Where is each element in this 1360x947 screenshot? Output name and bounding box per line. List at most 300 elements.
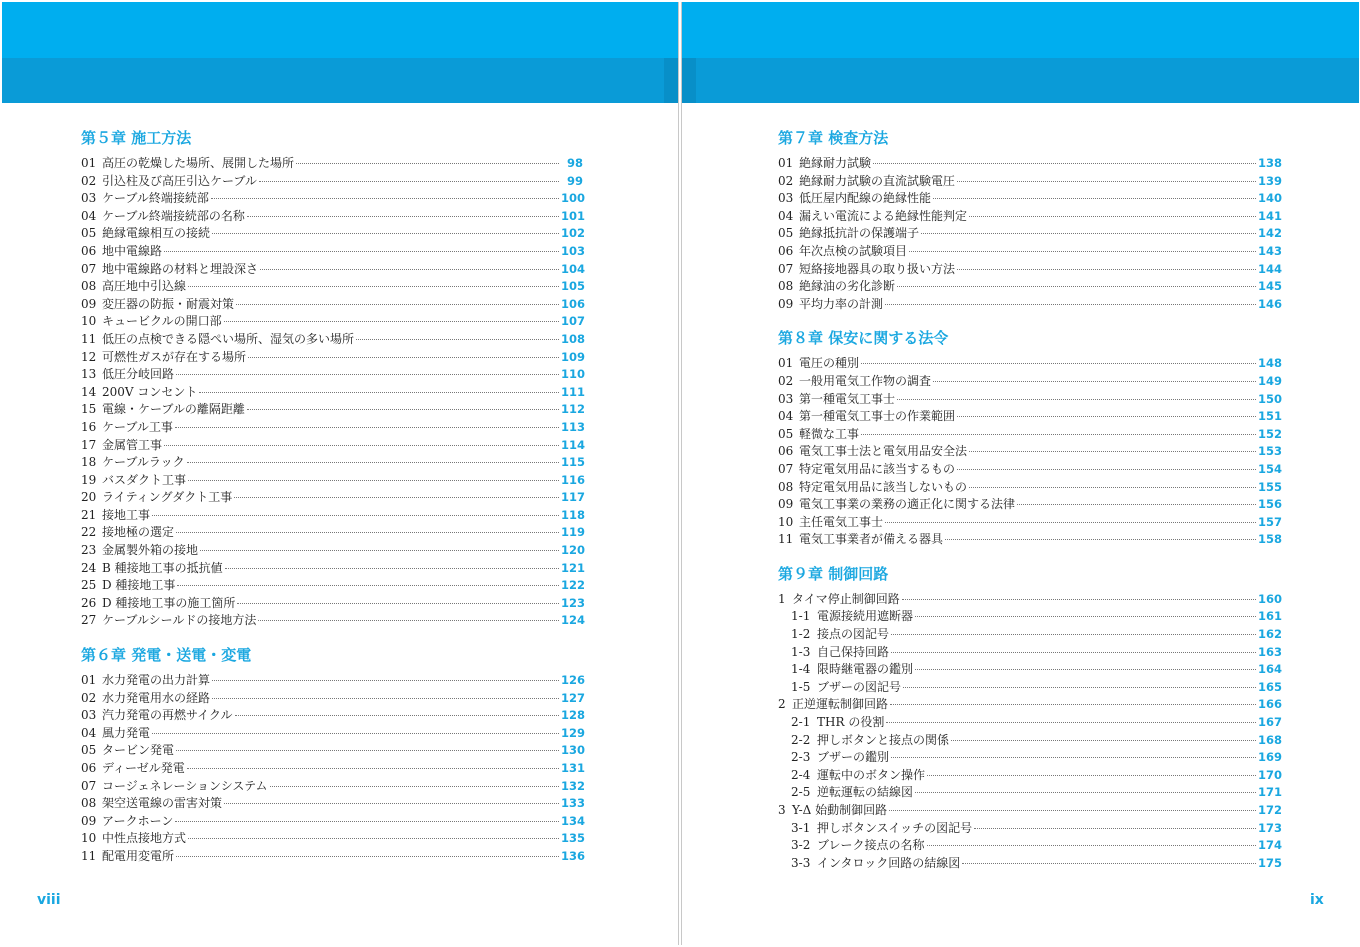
entry-title: 電気工事業者が備える器具 bbox=[799, 532, 944, 547]
entry-title: 地中電線路 bbox=[102, 243, 163, 258]
chapter-heading: 第６章 発電・送電・変電 bbox=[81, 646, 252, 665]
entry-number: 3 bbox=[778, 803, 786, 817]
entry-page-number: 165 bbox=[1258, 679, 1283, 694]
dot-leader bbox=[933, 381, 1256, 382]
dot-leader bbox=[225, 568, 559, 569]
toc-entry bbox=[778, 783, 1283, 801]
entry-page-number: 123 bbox=[561, 595, 586, 610]
entry-number: 01 bbox=[81, 673, 97, 688]
dot-leader bbox=[951, 740, 1256, 741]
dot-leader bbox=[224, 803, 559, 804]
toc-entry bbox=[778, 189, 1283, 207]
entry-number: 17 bbox=[81, 437, 97, 452]
entry-page-number: 110 bbox=[561, 367, 586, 382]
entry-number: 08 bbox=[81, 796, 97, 811]
toc-entry bbox=[778, 354, 1283, 372]
toc-entry bbox=[81, 224, 586, 242]
entry-page-number: 129 bbox=[561, 725, 586, 740]
toc-entry bbox=[778, 695, 1283, 713]
entry-number: 08 bbox=[81, 279, 97, 294]
dot-leader bbox=[921, 233, 1256, 234]
entry-title: 金属管工事 bbox=[102, 437, 163, 452]
entry-title: 絶縁電線相互の接続 bbox=[102, 226, 211, 241]
entry-number: 18 bbox=[81, 455, 97, 470]
toc-entry bbox=[81, 741, 586, 759]
entry-number: 21 bbox=[81, 507, 97, 522]
right-page bbox=[681, 2, 1359, 945]
entry-title: 絶縁油の劣化診断 bbox=[799, 279, 896, 294]
entry-page-number: 170 bbox=[1258, 767, 1283, 782]
toc-entry bbox=[81, 436, 586, 454]
dot-leader bbox=[176, 374, 559, 375]
toc-right bbox=[778, 126, 1283, 871]
toc-entry bbox=[778, 277, 1283, 295]
entry-number: 09 bbox=[81, 813, 97, 828]
entry-page-number: 153 bbox=[1258, 444, 1283, 459]
dot-leader bbox=[212, 680, 559, 681]
entry-title: 架空送電線の雷害対策 bbox=[102, 796, 223, 811]
entry-page-number: 142 bbox=[1258, 226, 1283, 241]
entry-title: 自己保持回路 bbox=[817, 644, 890, 659]
entry-title: 軽微な工事 bbox=[799, 426, 860, 441]
dot-leader bbox=[1017, 504, 1256, 505]
entry-page-number: 154 bbox=[1258, 461, 1283, 476]
dot-leader bbox=[176, 532, 559, 533]
entry-page-number: 144 bbox=[1258, 261, 1283, 276]
dot-leader bbox=[235, 715, 559, 716]
entry-page-number: 114 bbox=[561, 437, 586, 452]
entry-number: 10 bbox=[81, 314, 97, 329]
chapter-entry-list bbox=[778, 590, 1283, 872]
toc-entry bbox=[81, 759, 586, 777]
entry-page-number: 112 bbox=[561, 402, 586, 417]
entry-number: 23 bbox=[81, 543, 97, 558]
entry-title: 特定電気用品に該当しないもの bbox=[799, 479, 968, 494]
dot-leader bbox=[200, 550, 559, 551]
entry-page-number: 149 bbox=[1258, 373, 1283, 388]
toc-entry bbox=[81, 242, 586, 260]
entry-title: 風力発電 bbox=[102, 725, 151, 740]
dot-leader bbox=[861, 434, 1256, 435]
dot-leader bbox=[187, 768, 559, 769]
dot-leader bbox=[889, 810, 1256, 811]
entry-title: 絶縁耐力試験の直流試験電圧 bbox=[799, 173, 956, 188]
dot-leader bbox=[164, 251, 559, 252]
entry-page-number: 156 bbox=[1258, 497, 1283, 512]
entry-number: 01 bbox=[778, 356, 794, 371]
toc-entry bbox=[81, 829, 586, 847]
entry-number: 12 bbox=[81, 349, 97, 364]
dot-leader bbox=[957, 181, 1256, 182]
toc-entry bbox=[778, 242, 1283, 260]
entry-page-number: 124 bbox=[561, 613, 586, 628]
toc-entry bbox=[778, 801, 1283, 819]
entry-number: 06 bbox=[778, 444, 794, 459]
toc-entry bbox=[81, 506, 586, 524]
dot-leader bbox=[897, 399, 1256, 400]
entry-number: 1-5 bbox=[791, 679, 811, 694]
entry-number: 25 bbox=[81, 578, 97, 593]
toc-entry bbox=[81, 794, 586, 812]
entry-title: ケーブルシールドの接地方法 bbox=[102, 613, 257, 628]
entry-title: ブザーの鑑別 bbox=[817, 750, 890, 765]
dot-leader bbox=[885, 522, 1256, 523]
entry-title: 配電用変電所 bbox=[102, 848, 175, 863]
toc-entry bbox=[81, 812, 586, 830]
entry-title: アークホーン bbox=[102, 813, 174, 828]
toc-entry bbox=[81, 611, 586, 629]
toc-entry bbox=[81, 488, 586, 506]
entry-number: 1-4 bbox=[791, 662, 811, 677]
entry-title: 電圧の種別 bbox=[799, 356, 860, 371]
entry-page-number: 128 bbox=[561, 708, 586, 723]
entry-title: 電気工事士法と電気用品安全法 bbox=[799, 444, 968, 459]
entry-title: タービン発電 bbox=[102, 743, 175, 758]
entry-title: 水力発電の出力計算 bbox=[102, 673, 211, 688]
entry-number: 3-3 bbox=[791, 855, 811, 870]
entry-number: 11 bbox=[81, 331, 97, 346]
entry-title: 電線・ケーブルの離隔距離 bbox=[102, 402, 245, 417]
entry-number: 06 bbox=[778, 243, 794, 258]
entry-title: 接点の図記号 bbox=[817, 627, 890, 642]
entry-number: 3-1 bbox=[791, 820, 811, 835]
dot-leader bbox=[188, 838, 559, 839]
entry-number: 11 bbox=[81, 848, 97, 863]
dot-leader bbox=[152, 733, 559, 734]
dot-leader bbox=[885, 304, 1256, 305]
entry-title: ケーブル終端接続部の名称 bbox=[102, 208, 245, 223]
entry-number: 1-3 bbox=[791, 644, 811, 659]
toc-entry bbox=[81, 671, 586, 689]
entry-number: 05 bbox=[81, 743, 97, 758]
entry-title: ケーブル終端接続部 bbox=[102, 191, 209, 206]
toc-entry bbox=[81, 523, 586, 541]
chapter-heading: 第５章 施工方法 bbox=[81, 129, 192, 147]
toc-entry bbox=[778, 590, 1283, 608]
toc-entry bbox=[81, 541, 586, 559]
entry-title: 接地工事 bbox=[102, 507, 151, 522]
entry-page-number: 103 bbox=[561, 243, 586, 258]
toc-entry bbox=[778, 731, 1283, 749]
entry-title: 電源接続用遮断器 bbox=[817, 609, 914, 624]
entry-title: B 種接地工事の抵抗値 bbox=[102, 560, 223, 575]
chapter-entry-list bbox=[81, 671, 586, 865]
entry-page-number: 143 bbox=[1258, 243, 1283, 258]
dot-leader bbox=[891, 652, 1256, 653]
entry-title: Y-Δ 始動制御回路 bbox=[792, 803, 888, 817]
entry-title: 漏えい電流による絶縁性能判定 bbox=[799, 208, 968, 223]
toc-entry bbox=[778, 836, 1283, 854]
entry-number: 08 bbox=[778, 479, 794, 494]
entry-number: 2-3 bbox=[791, 750, 811, 765]
header-band-bottom bbox=[2, 58, 678, 103]
entry-number: 14 bbox=[81, 384, 97, 399]
toc-entry bbox=[81, 576, 586, 594]
dot-leader bbox=[962, 863, 1256, 864]
entry-page-number: 119 bbox=[561, 525, 586, 540]
dot-leader bbox=[247, 216, 559, 217]
dot-leader bbox=[974, 828, 1256, 829]
dot-leader bbox=[957, 269, 1256, 270]
entry-number: 08 bbox=[778, 279, 794, 294]
entry-title: キュービクルの開口部 bbox=[102, 314, 222, 329]
entry-number: 19 bbox=[81, 472, 97, 487]
toc-entry bbox=[778, 766, 1283, 784]
entry-number: 01 bbox=[778, 156, 794, 170]
entry-number: 05 bbox=[778, 226, 794, 241]
entry-title: ブレーク接点の名称 bbox=[817, 838, 925, 853]
chapter-entry-list bbox=[81, 154, 586, 629]
header-band-top bbox=[2, 2, 678, 58]
dot-leader bbox=[259, 181, 559, 182]
entry-title: 可燃性ガスが存在する場所 bbox=[102, 349, 247, 364]
dot-leader bbox=[164, 445, 559, 446]
dot-leader bbox=[861, 363, 1256, 364]
entry-number: 03 bbox=[81, 191, 97, 206]
entry-page-number: 172 bbox=[1258, 803, 1283, 817]
entry-title: THR の役割 bbox=[817, 715, 885, 730]
entry-page-number: 132 bbox=[561, 778, 586, 793]
chapter-heading: 第８章 保安に関する法令 bbox=[778, 329, 949, 348]
entry-number: 1 bbox=[778, 591, 786, 606]
entry-number: 06 bbox=[81, 243, 97, 258]
entry-number: 15 bbox=[81, 402, 97, 417]
dot-leader bbox=[927, 775, 1256, 776]
entry-page-number: 146 bbox=[1258, 296, 1283, 311]
toc-entry bbox=[778, 460, 1283, 478]
dot-leader bbox=[915, 792, 1256, 793]
chapter-entry-list bbox=[778, 154, 1283, 312]
entry-title: 押しボタンスイッチの図記号 bbox=[817, 820, 973, 835]
entry-title: 金属製外箱の接地 bbox=[102, 543, 199, 558]
toc-entry bbox=[81, 594, 586, 612]
toc-entry bbox=[778, 513, 1283, 531]
entry-title: 第一種電気工事士の作業範囲 bbox=[799, 409, 956, 424]
entry-page-number: 166 bbox=[1258, 697, 1283, 712]
entry-number: 22 bbox=[81, 525, 97, 540]
dot-leader bbox=[957, 469, 1256, 470]
entry-page-number: 115 bbox=[561, 455, 586, 470]
entry-page-number: 160 bbox=[1258, 591, 1283, 606]
entry-page-number: 107 bbox=[561, 314, 586, 329]
entry-number: 1-2 bbox=[791, 627, 811, 642]
entry-number: 10 bbox=[81, 831, 97, 846]
entry-page-number: 121 bbox=[561, 560, 586, 575]
header-band-top bbox=[682, 2, 1359, 58]
dot-leader bbox=[175, 821, 559, 822]
entry-number: 09 bbox=[778, 296, 794, 311]
entry-page-number: 99 bbox=[566, 173, 583, 188]
entry-title: 汽力発電の再燃サイクル bbox=[102, 708, 233, 723]
entry-page-number: 141 bbox=[1258, 208, 1283, 223]
dot-leader bbox=[915, 616, 1256, 617]
toc-entry bbox=[81, 207, 586, 225]
entry-number: 2-5 bbox=[791, 785, 811, 800]
dot-leader bbox=[188, 286, 559, 287]
dot-leader bbox=[903, 687, 1256, 688]
entry-number: 04 bbox=[81, 725, 97, 740]
toc-entry bbox=[81, 724, 586, 742]
entry-title: バスダクト工事 bbox=[102, 472, 187, 487]
entry-page-number: 133 bbox=[561, 796, 586, 811]
dot-leader bbox=[176, 856, 559, 857]
dot-leader bbox=[237, 603, 559, 604]
toc-entry bbox=[778, 819, 1283, 837]
entry-number: 01 bbox=[81, 156, 97, 170]
entry-number: 03 bbox=[81, 708, 97, 723]
entry-title: 変圧器の防振・耐震対策 bbox=[102, 296, 235, 311]
dot-leader bbox=[224, 321, 559, 322]
entry-title: 200V コンセント bbox=[102, 384, 198, 399]
entry-page-number: 171 bbox=[1258, 785, 1283, 800]
dot-leader bbox=[234, 497, 559, 498]
toc-entry bbox=[778, 407, 1283, 425]
entry-title: ブザーの図記号 bbox=[817, 679, 902, 694]
entry-number: 07 bbox=[81, 261, 97, 276]
entry-page-number: 175 bbox=[1258, 855, 1283, 870]
entry-number: 2-1 bbox=[791, 715, 811, 730]
entry-title: D 種接地工事 bbox=[102, 578, 176, 593]
entry-number: 07 bbox=[778, 461, 794, 476]
entry-page-number: 161 bbox=[1258, 609, 1283, 624]
entry-title: 一般用電気工作物の調査 bbox=[799, 373, 932, 388]
toc-entry bbox=[81, 348, 586, 366]
entry-title: 第一種電気工事士 bbox=[799, 391, 896, 406]
entry-page-number: 173 bbox=[1258, 820, 1283, 835]
dot-leader bbox=[175, 427, 559, 428]
toc-entry bbox=[81, 777, 586, 795]
entry-page-number: 162 bbox=[1258, 627, 1283, 642]
entry-number: 02 bbox=[778, 373, 794, 388]
entry-title: 絶縁耐力試験 bbox=[799, 156, 872, 170]
toc-entry bbox=[81, 400, 586, 418]
entry-page-number: 138 bbox=[1258, 156, 1283, 170]
entry-number: 26 bbox=[81, 595, 97, 610]
dot-leader bbox=[902, 599, 1256, 600]
dot-leader bbox=[270, 786, 559, 787]
entry-page-number: 122 bbox=[561, 578, 586, 593]
toc-entry bbox=[81, 453, 586, 471]
toc-entry bbox=[778, 442, 1283, 460]
entry-title: 高圧の乾燥した場所、展開した場所 bbox=[102, 156, 295, 170]
toc-entry bbox=[778, 478, 1283, 496]
toc-entry bbox=[81, 172, 583, 190]
toc-entry bbox=[778, 530, 1283, 548]
entry-page-number: 116 bbox=[561, 472, 586, 487]
entry-page-number: 109 bbox=[561, 349, 586, 364]
entry-page-number: 105 bbox=[561, 279, 586, 294]
entry-page-number: 174 bbox=[1258, 838, 1283, 853]
entry-title: 絶縁抵抗計の保護端子 bbox=[799, 226, 920, 241]
entry-page-number: 150 bbox=[1258, 391, 1283, 406]
entry-number: 04 bbox=[778, 409, 794, 424]
entry-page-number: 134 bbox=[561, 813, 586, 828]
entry-title: 特定電気用品に該当するもの bbox=[799, 461, 956, 476]
entry-number: 16 bbox=[81, 419, 97, 434]
dot-leader bbox=[969, 216, 1256, 217]
dot-leader bbox=[199, 392, 559, 393]
toc-entry bbox=[778, 660, 1283, 678]
entry-number: 09 bbox=[778, 497, 794, 512]
toc-entry bbox=[81, 383, 586, 401]
dot-leader bbox=[258, 620, 559, 621]
entry-number: 04 bbox=[778, 208, 794, 223]
entry-page-number: 148 bbox=[1258, 356, 1283, 371]
entry-number: 2-4 bbox=[791, 767, 811, 782]
entry-title: 運転中のボタン操作 bbox=[817, 767, 926, 782]
entry-page-number: 135 bbox=[561, 831, 586, 846]
entry-page-number: 108 bbox=[561, 331, 586, 346]
entry-page-number: 117 bbox=[561, 490, 586, 505]
dot-leader bbox=[969, 451, 1256, 452]
entry-page-number: 127 bbox=[561, 690, 586, 705]
entry-title: 低圧分岐回路 bbox=[102, 367, 175, 382]
entry-number: 10 bbox=[778, 514, 794, 529]
entry-page-number: 157 bbox=[1258, 514, 1283, 529]
dot-leader bbox=[890, 704, 1256, 705]
toc-entry bbox=[778, 372, 1283, 390]
entry-title: 水力発電用水の経路 bbox=[102, 690, 211, 705]
toc-entry bbox=[778, 207, 1283, 225]
entry-number: 02 bbox=[81, 690, 97, 705]
entry-page-number: 155 bbox=[1258, 479, 1283, 494]
entry-number: 03 bbox=[778, 191, 794, 206]
entry-number: 03 bbox=[778, 391, 794, 406]
entry-title: 低圧屋内配線の絶縁性能 bbox=[799, 191, 932, 206]
entry-page-number: 106 bbox=[561, 296, 586, 311]
dot-leader bbox=[248, 357, 559, 358]
dot-leader bbox=[152, 515, 559, 516]
entry-title: 引込柱及び高圧引込ケーブル bbox=[102, 173, 257, 188]
entry-title: ケーブルラック bbox=[102, 455, 185, 470]
dot-leader bbox=[247, 409, 559, 410]
entry-title: 中性点接地方式 bbox=[102, 831, 187, 846]
entry-page-number: 102 bbox=[561, 226, 586, 241]
toc-entry bbox=[81, 295, 586, 313]
entry-page-number: 111 bbox=[561, 384, 586, 399]
toc-entry bbox=[81, 847, 586, 865]
dot-leader bbox=[891, 634, 1256, 635]
toc-entry bbox=[778, 625, 1283, 643]
entry-number: 11 bbox=[778, 532, 794, 547]
entry-number: 07 bbox=[81, 778, 97, 793]
entry-page-number: 168 bbox=[1258, 732, 1283, 747]
toc-left bbox=[81, 126, 586, 865]
entry-number: 20 bbox=[81, 490, 97, 505]
entry-title: 年次点検の試験項目 bbox=[799, 243, 908, 258]
entry-number: 2 bbox=[778, 697, 786, 712]
entry-title: 短絡接地器具の取り扱い方法 bbox=[799, 261, 956, 276]
toc-entry bbox=[778, 748, 1283, 766]
toc-entry bbox=[778, 854, 1283, 872]
dot-leader bbox=[873, 163, 1256, 164]
entry-number: 27 bbox=[81, 613, 97, 628]
dot-leader bbox=[957, 416, 1256, 417]
entry-page-number: 120 bbox=[561, 543, 586, 558]
entry-title: コージェネレーションシステム bbox=[102, 778, 268, 793]
entry-title: ケーブル工事 bbox=[102, 419, 173, 434]
entry-page-number: 98 bbox=[566, 156, 583, 170]
entry-number: 24 bbox=[81, 560, 97, 575]
entry-page-number: 113 bbox=[561, 419, 586, 434]
toc-entry bbox=[81, 189, 586, 207]
dot-leader bbox=[933, 198, 1256, 199]
entry-title: 平均力率の計測 bbox=[799, 296, 884, 311]
entry-title: 主任電気工事士 bbox=[799, 514, 884, 529]
entry-page-number: 145 bbox=[1258, 279, 1283, 294]
toc-entry bbox=[778, 224, 1283, 242]
toc-entry bbox=[81, 471, 586, 489]
